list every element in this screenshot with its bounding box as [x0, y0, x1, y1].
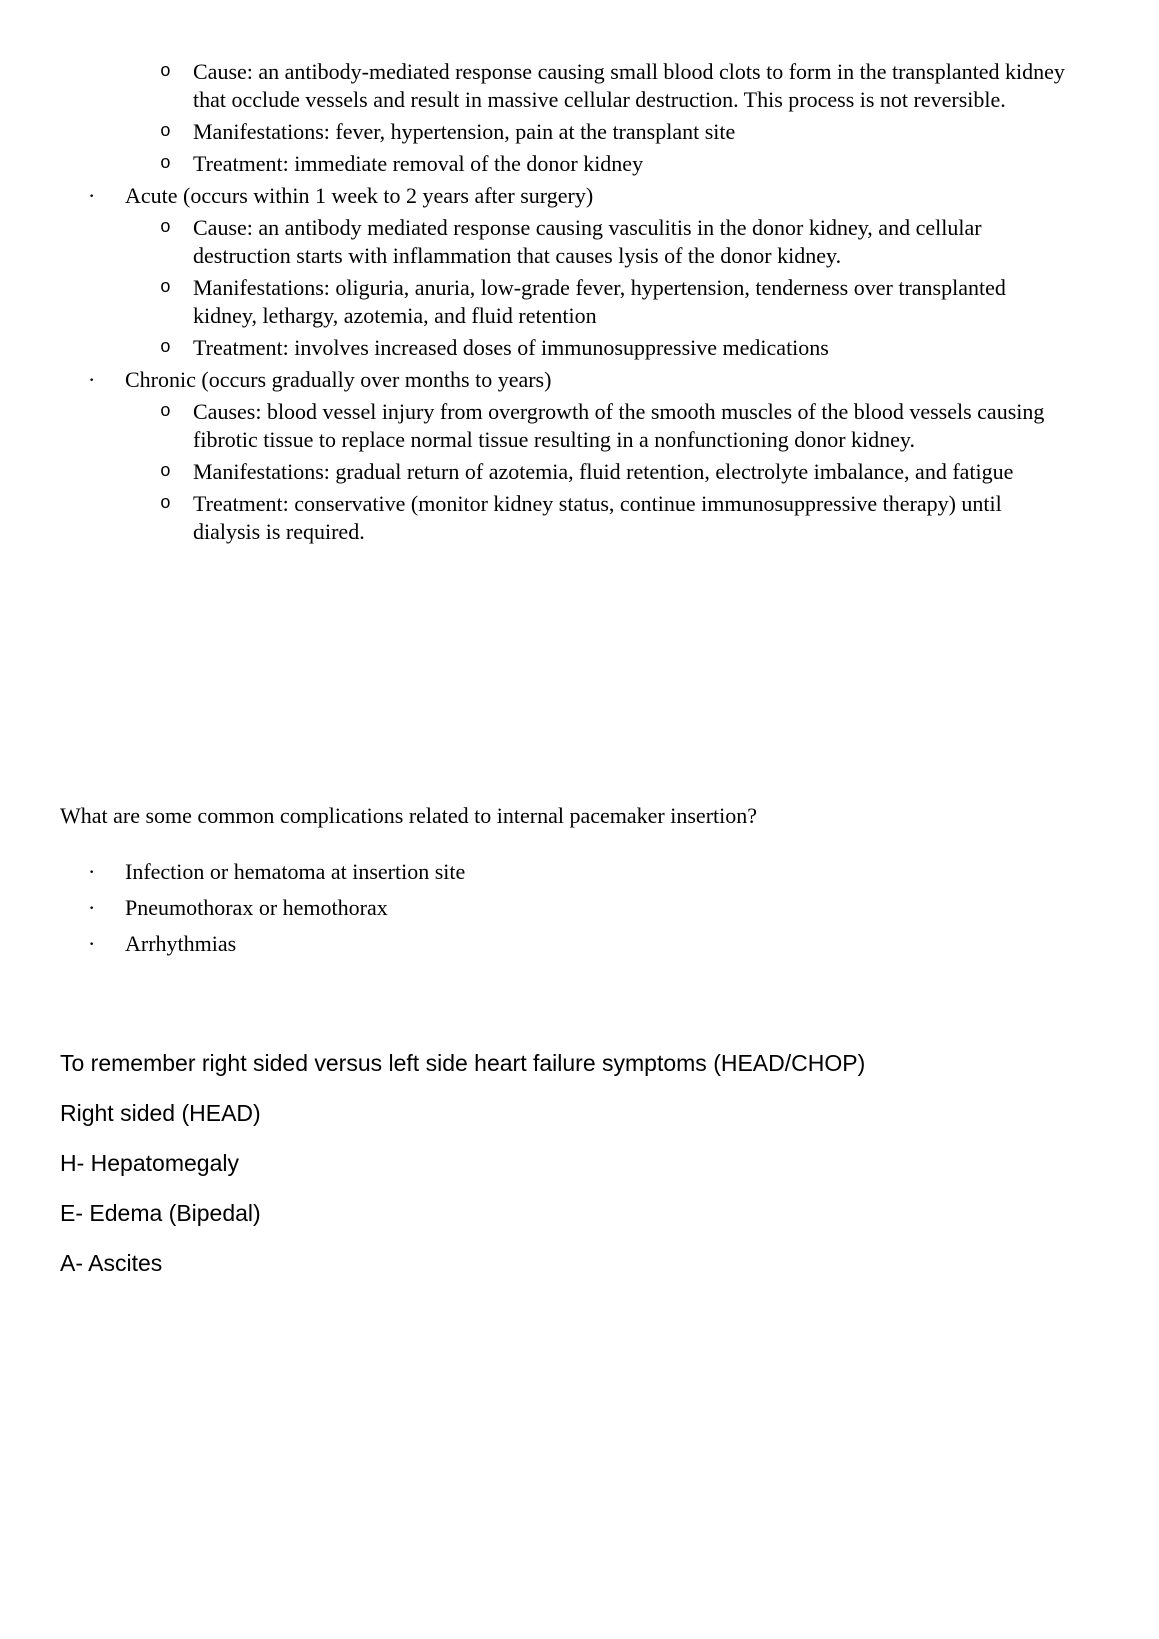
list-item-text: Arrhythmias	[125, 931, 237, 956]
list-item	[60, 398, 1119, 454]
list-item-acute	[60, 182, 1119, 210]
circle-bullet-icon: o	[160, 62, 171, 82]
circle-bullet-icon: o	[160, 494, 171, 514]
list-item	[60, 334, 1119, 362]
dot-bullet-icon: ·	[88, 931, 96, 956]
list-item-text: Manifestations: gradual return of azotemia, fluid retention, electrolyte imbalance, and fatigue	[193, 459, 1014, 484]
list-item-text: Cause: an antibody mediated response causing vasculitis in the donor kidney, and cellular destruction starts with inflammation that causes lysis of the donor kidney.	[193, 215, 982, 268]
list-item	[60, 150, 1119, 178]
list-item	[60, 274, 1119, 330]
list-item-text: Pneumothorax or hemothorax	[125, 895, 388, 920]
list-item	[60, 858, 1119, 886]
list-item-text: Manifestations: fever, hypertension, pain at the transplant site	[193, 119, 736, 144]
list-item	[60, 930, 1119, 958]
list-item	[60, 214, 1119, 270]
dot-bullet-icon: ·	[88, 895, 96, 920]
dot-bullet-icon: ·	[88, 183, 96, 208]
circle-bullet-icon: o	[160, 122, 171, 142]
mnemonic-item-h: H- Hepatomegaly	[60, 1150, 239, 1176]
list-item-text: Causes: blood vessel injury from overgrowth of the smooth muscles of the blood vessels causing fibrotic tissue to replace normal tissue resulting in a nonfunctioning donor kidney.	[193, 399, 1045, 452]
circle-bullet-icon: o	[160, 462, 171, 482]
right-sided-heading: Right sided (HEAD)	[60, 1100, 261, 1126]
dot-bullet-icon: ·	[88, 367, 96, 392]
list-item-text: Acute (occurs within 1 week to 2 years after surgery)	[125, 183, 594, 208]
list-item	[60, 458, 1119, 486]
dot-bullet-icon: ·	[88, 859, 96, 884]
heart-failure-mnemonic-section	[60, 1050, 1119, 1277]
mnemonic-item-a: A- Ascites	[60, 1250, 163, 1276]
mnemonic-item-e: E- Edema (Bipedal)	[60, 1200, 261, 1226]
list-item-text: Chronic (occurs gradually over months to years)	[125, 367, 552, 392]
circle-bullet-icon: o	[160, 218, 171, 238]
mnemonic-intro-text: To remember right sided versus left side heart failure symptoms (HEAD/CHOP)	[60, 1050, 866, 1076]
list-item	[60, 118, 1119, 146]
pacemaker-question-text: What are some common complications related to internal pacemaker insertion?	[60, 803, 758, 828]
list-item-text: Cause: an antibody-mediated response causing small blood clots to form in the transplanted kidney that occlude vessels and result in massive cellular destruction. This process is not reversible.	[193, 59, 1065, 112]
list-item-text: Treatment: involves increased doses of immunosuppressive medications	[193, 335, 829, 360]
list-item	[60, 58, 1119, 114]
list-item-text: Manifestations: oliguria, anuria, low-grade fever, hypertension, tenderness over transplanted kidney, lethargy, azotemia, and fluid retention	[193, 275, 1006, 328]
list-item-text: Infection or hematoma at insertion site	[125, 859, 466, 884]
list-item	[60, 490, 1119, 546]
transplant-rejection-section	[60, 58, 1119, 546]
pacemaker-complications-section	[60, 802, 1119, 958]
circle-bullet-icon: o	[160, 154, 171, 174]
list-item-text: Treatment: conservative (monitor kidney status, continue immunosuppressive therapy) until dialysis is required.	[193, 491, 1002, 544]
list-item-chronic	[60, 366, 1119, 394]
list-item	[60, 894, 1119, 922]
list-item-text: Treatment: immediate removal of the donor kidney	[193, 151, 644, 176]
circle-bullet-icon: o	[160, 278, 171, 298]
circle-bullet-icon: o	[160, 402, 171, 422]
circle-bullet-icon: o	[160, 338, 171, 358]
